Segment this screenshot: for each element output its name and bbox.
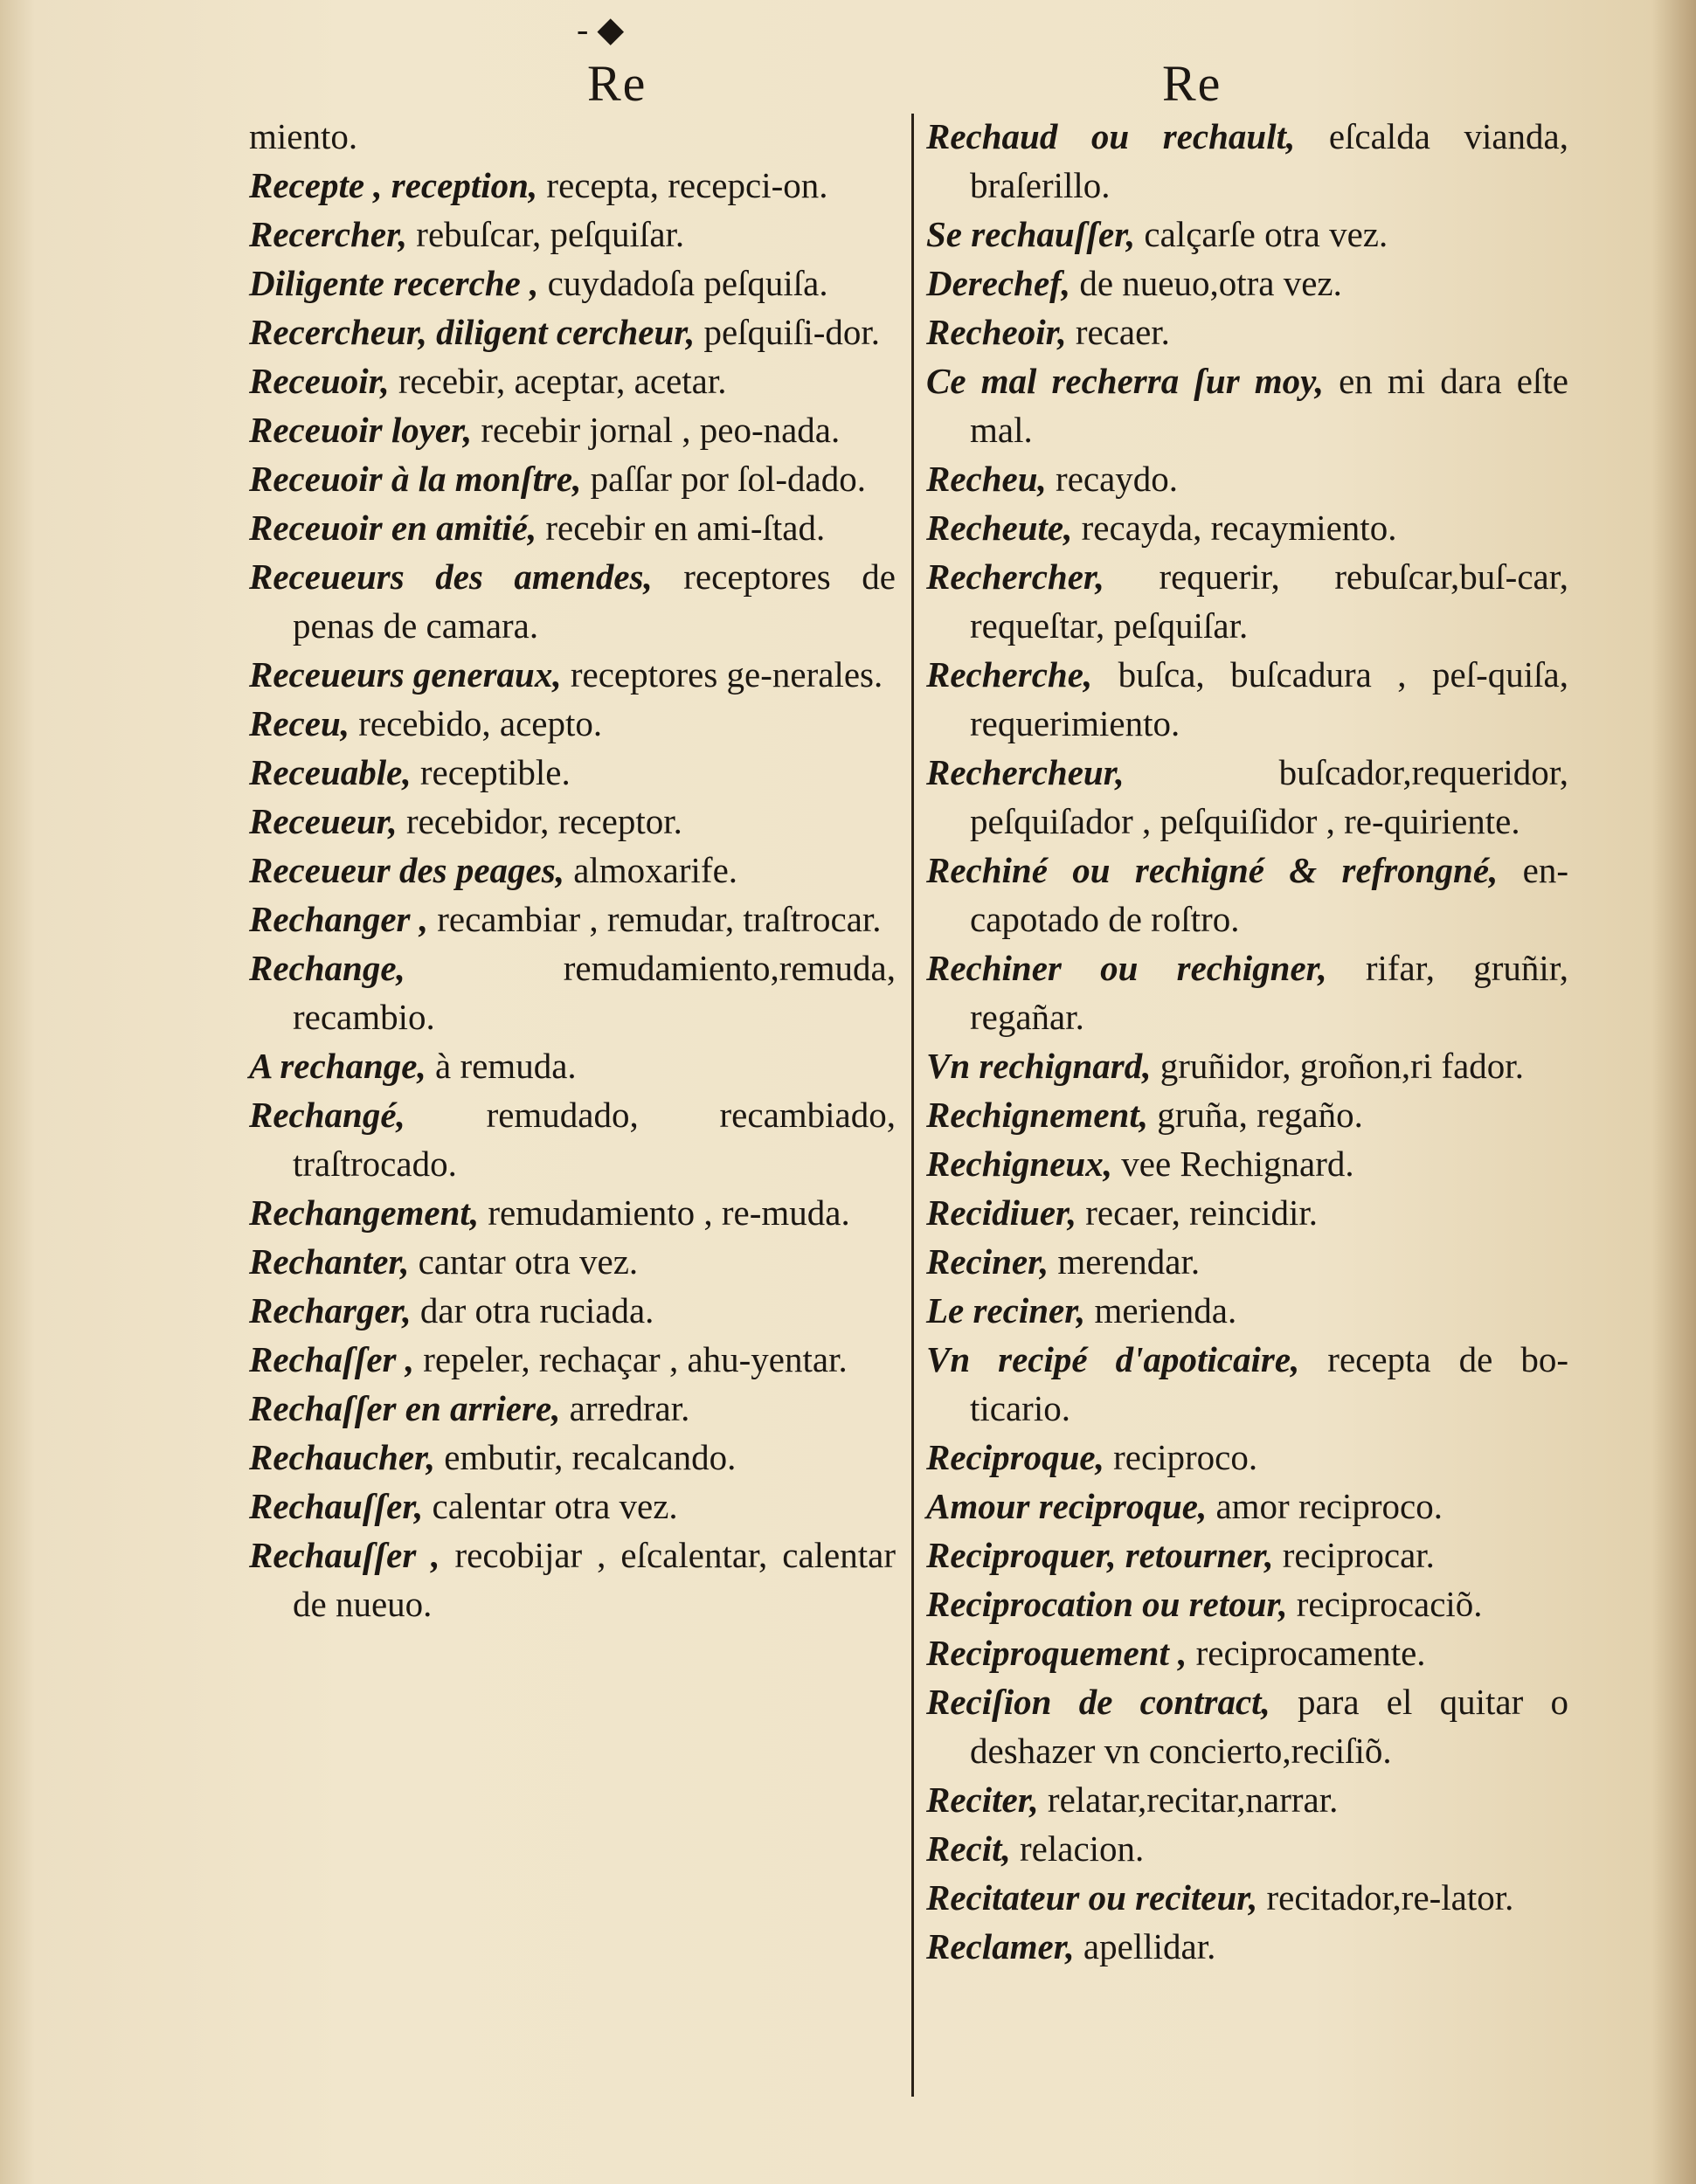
entry-headword: Reciproquer, retourner, [926,1535,1274,1575]
entry-headword: Reciter, [926,1780,1039,1820]
entry-translation: buſcador,requeridor, peſquiſador , peſquiſidor , re-quiriente. [970,752,1568,841]
entry-translation: recebir, aceptar, acetar. [389,361,727,401]
entry-translation: almoxarife. [564,850,738,890]
dictionary-entry [926,1824,1568,1873]
dictionary-entry [249,1384,896,1433]
entry-headword: Receueur des peages, [249,850,564,890]
entry-headword: Reciproque, [926,1437,1104,1477]
dictionary-entry [249,112,896,161]
entry-translation: peſquiſi-dor. [695,312,881,352]
entry-translation: de nueuo,otra vez. [1070,263,1342,303]
entry-translation: gruña, regaño. [1147,1095,1363,1135]
dictionary-entry [249,356,896,405]
entry-headword: Reclamer, [926,1926,1075,1966]
entry-headword: Recepte , reception, [249,165,538,205]
dictionary-entry [926,308,1568,356]
dictionary-entry [926,1188,1568,1237]
dictionary-entry [249,650,896,699]
entry-translation: repeler, rechaçar , ahu-yentar. [414,1339,848,1379]
dictionary-entry [926,503,1568,552]
entry-translation: apellidar. [1074,1926,1216,1966]
dictionary-entry [926,1090,1568,1139]
dictionary-entry [249,1286,896,1335]
dictionary-entry [926,748,1568,846]
entry-translation: recebido, acepto. [350,703,603,743]
entry-headword: Recercheur, diligent cercheur, [249,312,696,352]
dictionary-entry [926,1579,1568,1628]
entry-headword: Recercher, [249,214,408,254]
entry-translation: vee Rechignard. [1112,1144,1354,1184]
entry-translation: cantar otra vez. [409,1241,639,1282]
entry-headword: Rechignement, [926,1095,1148,1135]
dictionary-entry [926,1922,1568,1971]
dictionary-entry [926,1873,1568,1922]
entry-headword: Rechiné ou rechigné & refrongné, [926,850,1499,890]
entry-headword: Receueurs generaux, [249,654,562,695]
entry-headword: Rechercher, [926,556,1104,597]
entry-translation: gruñidor, groñon,ri fador. [1151,1046,1524,1086]
dictionary-entry [249,797,896,846]
entry-translation: recobijar , eſcalentar, calentar de nueuo. [293,1535,896,1624]
dictionary-entry [926,552,1568,650]
dictionary-entry [249,1237,896,1286]
dictionary-entry [926,943,1568,1041]
entry-headword: Rechangement, [249,1192,480,1233]
entry-translation: relatar,recitar,narrar. [1038,1780,1339,1820]
entry-translation: merienda. [1085,1290,1237,1330]
dictionary-entry [926,1433,1568,1482]
dictionary-entry [249,699,896,748]
running-head-left: Re [587,55,647,112]
dictionary-entry [926,356,1568,454]
entry-headword: Receuoir en amitié, [249,508,537,548]
dictionary-entry [926,1041,1568,1090]
entry-headword: Vn rechignard, [926,1046,1152,1086]
entry-headword: Receueurs des amendes, [249,556,653,597]
entry-headword: Rechange, [249,948,405,988]
entry-translation: receptores de penas de camara. [293,556,896,646]
entry-headword: Rechaud ou rechault, [926,116,1296,156]
entry-translation: recaer. [1066,312,1170,352]
entry-headword: Rechanter, [249,1241,410,1282]
entry-headword: Recheu, [926,459,1047,499]
entry-translation: en-capotado de roſtro. [970,850,1568,939]
dictionary-entry [249,1335,896,1384]
entry-translation: reciprocaciõ. [1287,1584,1483,1624]
dictionary-entry [249,1482,896,1531]
dictionary-entry [249,308,896,356]
dictionary-entry [249,454,896,503]
entry-translation: eſcalda vianda, braſerillo. [970,116,1568,205]
entry-translation: rifar, gruñir, regañar. [970,948,1568,1037]
entry-headword: Rechaucher, [249,1437,435,1477]
dictionary-entry [249,161,896,210]
dictionary-entry [249,259,896,308]
entry-headword: Recit, [926,1828,1011,1869]
entry-translation: remudamiento,remuda, recambio. [293,948,896,1037]
entry-headword: Rechaſſer , [249,1339,415,1379]
entry-translation: recaydo. [1046,459,1179,499]
entry-headword: Recharger, [249,1290,412,1330]
entry-headword: Reciproquement , [926,1633,1187,1673]
entry-headword: Reciſion de contract, [926,1682,1270,1722]
right-column [926,112,1568,1971]
entry-headword: Recidiuer, [926,1192,1076,1233]
dictionary-entry [926,1286,1568,1335]
dictionary-entry [249,895,896,943]
dictionary-entry [926,1677,1568,1775]
entry-headword: Receuoir, [249,361,390,401]
entry-translation: en mi dara eſte mal. [970,361,1568,450]
entry-headword: Recheoir, [926,312,1067,352]
entry-headword: Recherche, [926,654,1093,695]
entry-translation: à remuda. [426,1046,577,1086]
left-column [249,112,896,1628]
entry-headword: Receu, [249,703,350,743]
entry-translation: remudado, recambiado, traſtrocado. [293,1095,896,1184]
entry-translation: recambiar , remudar, traſtrocar. [428,899,882,939]
entry-headword: Recitateur ou reciteur, [926,1877,1258,1918]
entry-headword: Rechercheur, [926,752,1125,792]
entry-headword: Rechauſſer, [249,1486,424,1526]
entry-translation: remudamiento , re-muda. [479,1192,850,1233]
dictionary-entry [249,552,896,650]
entry-translation: reciproco. [1104,1437,1258,1477]
entry-headword: Rechiner ou rechigner, [926,948,1327,988]
entry-translation: recitador,re-lator. [1257,1877,1514,1918]
entry-translation: recaer, reincidir. [1076,1192,1319,1233]
dictionary-entry [926,1628,1568,1677]
entry-translation: calçarſe otra vez. [1135,214,1388,254]
entry-translation: para el quitar o deshazer vn concierto,reciſiõ. [970,1682,1568,1771]
dictionary-entry [249,405,896,454]
top-ornament: - ◆ [577,10,625,49]
entry-translation: relacion. [1010,1828,1145,1869]
dictionary-entry [926,846,1568,943]
entry-headword: Receuable, [249,752,412,792]
dictionary-entry [926,1531,1568,1579]
entry-headword: Reciner, [926,1241,1049,1282]
entry-translation: reciprocamente. [1187,1633,1426,1673]
dictionary-entry [926,650,1568,748]
entry-headword: Derechef, [926,263,1071,303]
entry-translation: calentar otra vez. [423,1486,678,1526]
entry-translation: recepta de bo-ticario. [970,1339,1568,1428]
entry-translation: rebuſcar, peſquiſar. [407,214,685,254]
entry-translation: dar otra ruciada. [411,1290,654,1330]
dictionary-entry [926,1237,1568,1286]
entry-translation: receptores ge-nerales. [561,654,883,695]
dictionary-entry [249,943,896,1041]
entry-headword: Rechauſſer , [249,1535,440,1575]
dictionary-entry [249,846,896,895]
entry-translation: requerir, rebuſcar,buſ-car, requeſtar, peſquiſar. [970,556,1568,646]
entry-translation: cuydadoſa peſquiſa. [538,263,828,303]
entry-headword: Rechangé, [249,1095,405,1135]
entry-translation: recebir jornal , peo-nada. [472,410,841,450]
dictionary-entry [249,503,896,552]
entry-headword: Rechigneux, [926,1144,1112,1184]
dictionary-entry [249,210,896,259]
entry-translation: arredrar. [560,1388,690,1428]
dictionary-entry [249,1433,896,1482]
entry-headword: Receuoir loyer, [249,410,473,450]
entry-headword: Diligente recerche , [249,263,539,303]
entry-translation: miento. [249,116,358,156]
entry-translation: recebidor, receptor. [397,801,682,841]
entry-translation: recepta, recepci-on. [537,165,828,205]
dictionary-entry [926,1139,1568,1188]
dictionary-entry [249,748,896,797]
entry-headword: Receuoir à la monſtre, [249,459,582,499]
entry-translation: embutir, recalcando. [435,1437,737,1477]
entry-headword: Le reciner, [926,1290,1086,1330]
dictionary-entry [249,1188,896,1237]
dictionary-entry [926,1335,1568,1433]
dictionary-entry [249,1090,896,1188]
entry-translation: merendar. [1049,1241,1201,1282]
column-divider [911,114,914,2097]
entry-headword: Ce mal recherra ſur moy, [926,361,1325,401]
entry-headword: Vn recipé d'apoticaire, [926,1339,1300,1379]
entry-translation: reciprocar. [1273,1535,1435,1575]
entry-headword: Rechaſſer en arriere, [249,1388,561,1428]
entry-headword: Receueur, [249,801,398,841]
dictionary-entry [249,1041,896,1090]
entry-headword: Se rechauſſer, [926,214,1136,254]
dictionary-entry [926,454,1568,503]
entry-translation: recebir en ami-ſtad. [536,508,826,548]
entry-headword: Rechanger , [249,899,428,939]
entry-headword: A rechange, [249,1046,426,1086]
dictionary-entry [926,259,1568,308]
dictionary-entry [926,210,1568,259]
entry-headword: Reciprocation ou retour, [926,1584,1288,1624]
entry-translation: buſca, buſcadura , peſ-quiſa, requerimiento. [970,654,1568,743]
dictionary-entry [926,112,1568,210]
entry-headword: Recheute, [926,508,1073,548]
dictionary-entry [926,1482,1568,1531]
entry-translation: recayda, recaymiento. [1072,508,1397,548]
entry-headword: Amour reciproque, [926,1486,1208,1526]
entry-translation: amor reciproco. [1207,1486,1443,1526]
entry-translation: receptible. [411,752,571,792]
running-head-right: Re [1162,55,1222,112]
dictionary-entry [926,1775,1568,1824]
dictionary-entry [249,1531,896,1628]
entry-translation: paſſar por ſol-dado. [581,459,866,499]
